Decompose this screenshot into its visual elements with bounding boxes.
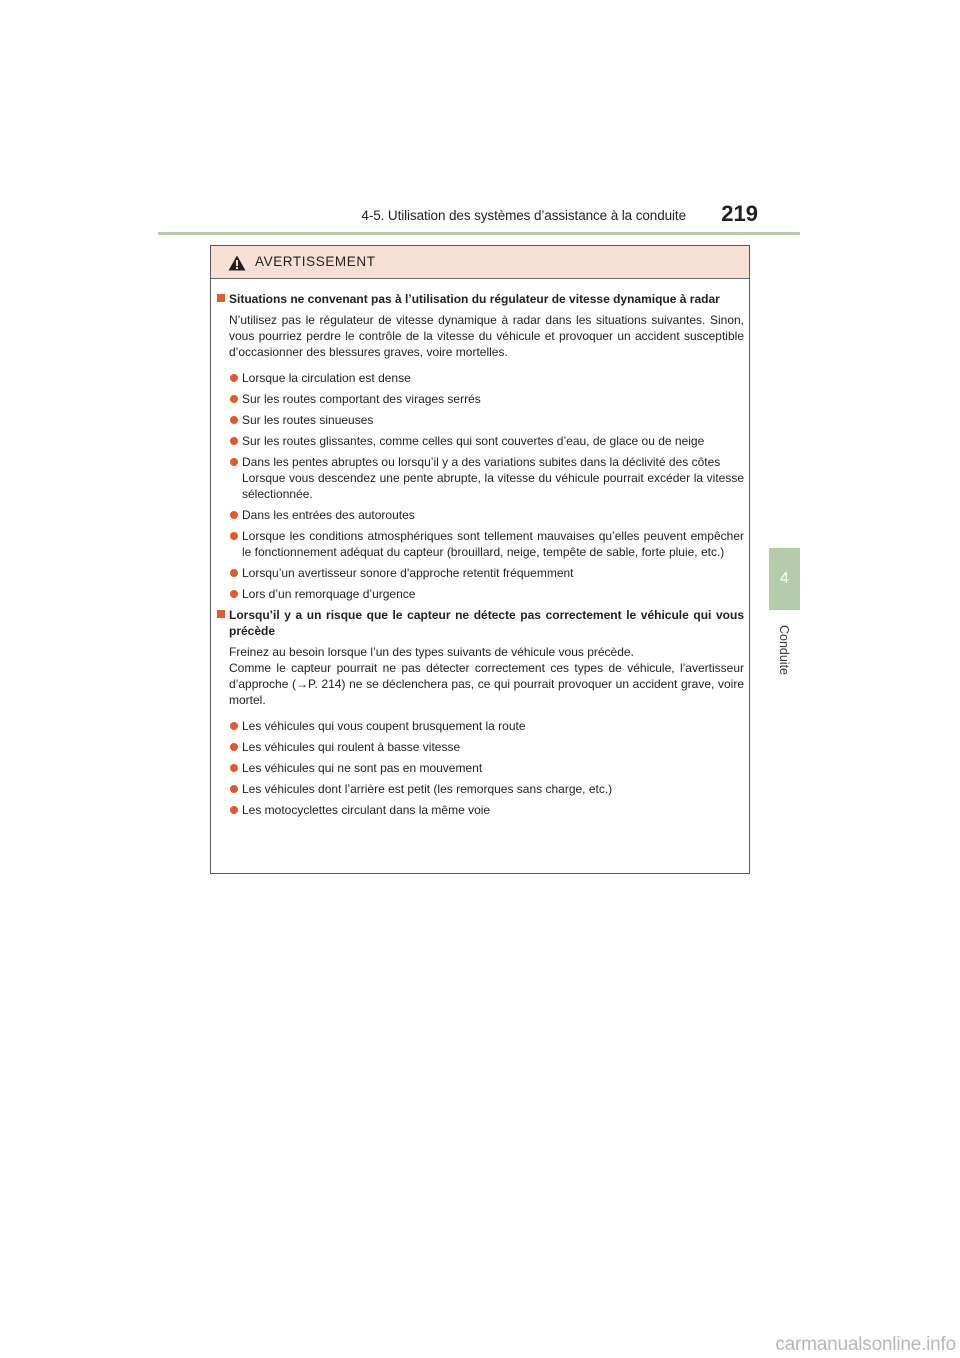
section-title: 4-5. Utilisation des systèmes d’assistance à la conduite [361, 208, 686, 223]
list-item: Lorsque la circulation est dense [217, 370, 744, 386]
watermark: carmanualsonline.info [775, 1334, 956, 1355]
round-bullet-icon [230, 532, 238, 540]
header-rule [158, 232, 800, 235]
list-item: Dans les pentes abruptes ou lorsqu’il y a des variations subites dans la déclivité des côtes Lorsque vous descendez une pente abrupte, la vitesse du véhicule pourrait excéder la vitesse sélectionnée. [217, 454, 744, 502]
warning-box [210, 245, 750, 874]
round-bullet-icon [230, 374, 238, 382]
page-number: 219 [721, 201, 758, 226]
list-item: Lorsque les conditions atmosphériques sont tellement mauvaises qu’elles peuvent empêcher le fonctionnement adéquat du capteur (brouillard, neige, tempête de sable, forte pluie, etc.) [217, 528, 744, 560]
section-intro: N’utilisez pas le régulateur de vitesse dynamique à radar dans les situations suivantes. Sinon, vous pourriez perdre le contrôle de la vitesse du véhicule et provoquer un accident susceptible d’occasionner des blessures graves, voire mortelles. [229, 313, 744, 359]
page-header [158, 200, 798, 230]
square-bullet-icon [217, 294, 225, 302]
round-bullet-icon [230, 511, 238, 519]
list-item: Les véhicules dont l’arrière est petit (les remorques sans charge, etc.) [217, 781, 744, 797]
round-bullet-icon [230, 785, 238, 793]
list-item: Sur les routes comportant des virages serrés [217, 391, 744, 407]
round-bullet-icon [230, 722, 238, 730]
section-heading: Lorsqu’il y a un risque que le capteur ne détecte pas correctement le véhicule qui vous précède [217, 607, 744, 639]
list-item: Les véhicules qui vous coupent brusquement la route [217, 718, 744, 734]
round-bullet-icon [230, 458, 238, 466]
list-item: Les véhicules qui ne sont pas en mouvement [217, 760, 744, 776]
chapter-tab-label-text: Conduite [777, 624, 791, 676]
list-item: Lors d’un remorquage d’urgence [217, 586, 744, 602]
round-bullet-icon [230, 437, 238, 445]
chapter-tab-number: 4 [769, 548, 800, 610]
round-bullet-icon [230, 569, 238, 577]
square-bullet-icon [217, 610, 225, 618]
list-item: Les véhicules qui roulent à basse vitesse [217, 739, 744, 755]
section-heading: Situations ne convenant pas à l’utilisation du régulateur de vitesse dynamique à radar [217, 291, 744, 307]
round-bullet-icon [230, 395, 238, 403]
warning-content [217, 291, 744, 818]
list-item: Les motocyclettes circulant dans la même voie [217, 802, 744, 818]
round-bullet-icon [230, 416, 238, 424]
round-bullet-icon [230, 590, 238, 598]
list-item: Lorsqu’un avertisseur sonore d’approche retentit fréquemment [217, 565, 744, 581]
round-bullet-icon [230, 806, 238, 814]
list-item: Sur les routes glissantes, comme celles qui sont couvertes d’eau, de glace ou de neige [217, 433, 744, 449]
warning-title: AVERTISSEMENT [255, 254, 376, 269]
section-intro: Freinez au besoin lorsque l’un des types suivants de véhicule vous précède. Comme le capteur pourrait ne pas détecter correctement ces types de véhicule, l’avertisseur d’approche (→P. 214) ne se déclenchera pas, ce qui pourrait provoquer un accident grave, voire mortel. [229, 645, 744, 707]
list-item: Sur les routes sinueuses [217, 412, 744, 428]
chapter-tab-label [768, 620, 800, 680]
warning-triangle-icon [228, 255, 246, 271]
round-bullet-icon [230, 743, 238, 751]
round-bullet-icon [230, 764, 238, 772]
warning-header [211, 246, 749, 279]
list-item: Dans les entrées des autoroutes [217, 507, 744, 523]
